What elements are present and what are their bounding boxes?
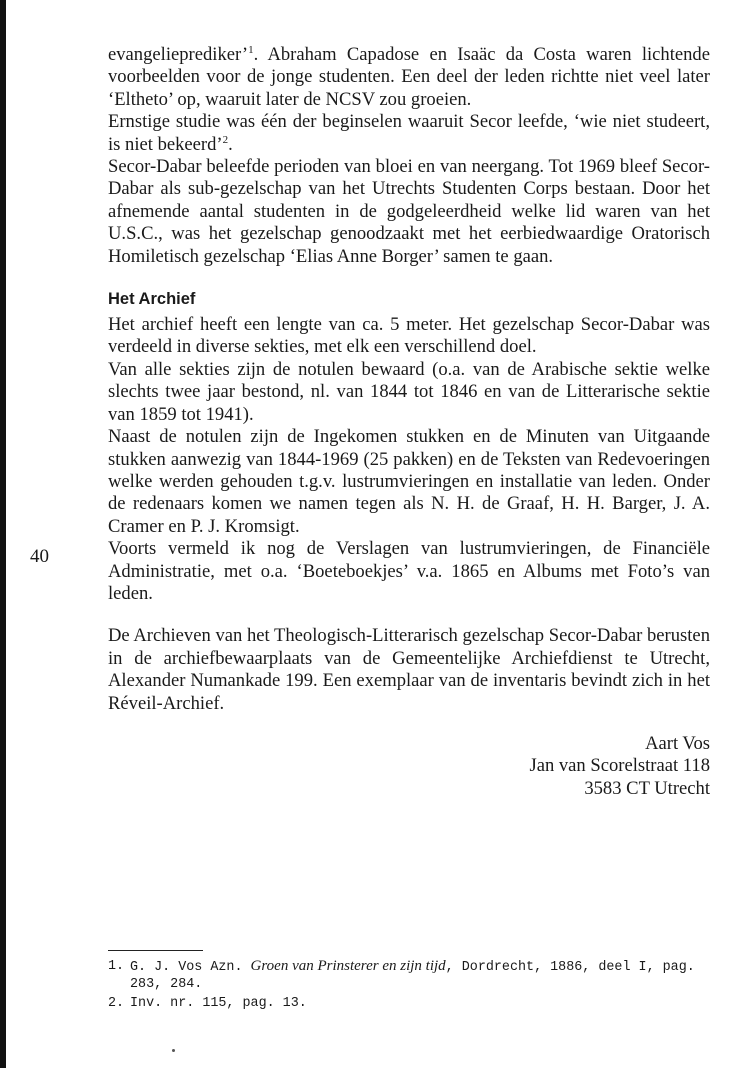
paragraph-history: Secor-Dabar beleefde perioden van bloei en van neergang. Tot 1969 bleef Secor-Dabar als sub-gezelschap van het Utrechts Studenten Corps bestaan. Door het afnemende aantal studenten in de godgeleerdheid welke lid waren van het U.S.C., was het gezelschap genoodzaakt met het eerbiedwaardige Oratorisch Homiletisch gezelschap ‘Elias Anne Borger’ samen te gaan. <box>108 156 710 267</box>
paragraph-location: De Archieven van het Theologisch-Litterarisch gezelschap Secor-Dabar berusten in de archiefbewaarplaats van de Gemeentelijke Archiefdienst te Utrecht, Alexander Numankade 199. Een exemplaar van de inventaris bevindt zich in het Réveil-Archief. <box>108 625 710 714</box>
footnote-text <box>130 958 710 993</box>
intro-text-rest: . Abraham Capadose en Isaäc da Costa waren lichtende voorbeelden voor de jonge studenten. Een deel der leden richtte niet veel later ‘Eltheto’ op, waaruit later de NCSV zou groeien. <box>108 44 710 110</box>
body-text <box>108 44 710 800</box>
author-street: Jan van Scorelstraat 118 <box>529 755 710 777</box>
footnote-number: 2. <box>108 996 125 1011</box>
footnotes <box>108 958 710 1014</box>
footnote-1 <box>108 958 710 993</box>
paragraph-incoming: Naast de notulen zijn de Ingekomen stukken en de Minuten van Uitgaande stukken aanwezig van 1844-1969 (25 pakken) en de Teksten van Redevoeringen welke werden gehouden t.g.v. lustrumvieringen en installatie van leden. Onder de redenaars komen we namen tegen als N. H. de Graaf, H. H. Barger, J. A. Cramer en P. J. Kromsigt. <box>108 426 710 537</box>
footnote-details: , Dordrecht, 1886, deel I, pag. 283, 284. <box>130 960 695 992</box>
author-name: Aart Vos <box>645 732 710 754</box>
author-city: 3583 CT Utrecht <box>584 777 710 799</box>
footnote-text: Inv. nr. 115, pag. 13. <box>130 996 307 1011</box>
paragraph-minutes: Van alle sekties zijn de notulen bewaard (o.a. van de Arabische sektie welke slechts twee jaar bestond, nl. van 1844 tot 1846 en van de Litterarische sektie van 1859 tot 1941). <box>108 358 710 425</box>
paragraph-intro <box>108 44 710 111</box>
footnote-author: G. J. Vos Azn. <box>130 960 251 975</box>
paragraph-archive-length: Het archief heeft een lengte van ca. 5 meter. Het gezelschap Secor-Dabar was verdeeld in diverse sekties, met elk een verschillend doel. <box>108 314 710 358</box>
study-text-end: . <box>228 133 233 155</box>
left-margin-rule <box>0 0 6 1068</box>
scan-speck <box>172 1049 175 1052</box>
page-number: 40 <box>30 546 49 567</box>
footnote-ref-1[interactable]: 1 <box>248 44 254 56</box>
paragraph-study <box>108 111 710 156</box>
intro-text-start: evangelieprediker’ <box>108 44 249 65</box>
footnote-number: 1. <box>108 959 125 974</box>
signature-block <box>108 733 710 800</box>
footnote-ref-2[interactable]: 2 <box>222 133 229 146</box>
paragraph-reports: Voorts vermeld ik nog de Verslagen van lustrumvieringen, de Financiële Administratie, met o.a. ‘Boeteboekjes’ v.a. 1865 en Albums met Foto’s van leden. <box>108 538 710 604</box>
section-heading: Het Archief <box>108 290 196 309</box>
footnote-title: Groen van Prinsterer en zijn tijd <box>250 958 446 974</box>
footnote-2 <box>108 995 710 1012</box>
footnote-divider <box>108 950 203 951</box>
study-text: Ernstige studie was één der beginselen waaruit Secor leefde, ‘wie niet studeert, is niet bekeerd’ <box>108 111 710 155</box>
